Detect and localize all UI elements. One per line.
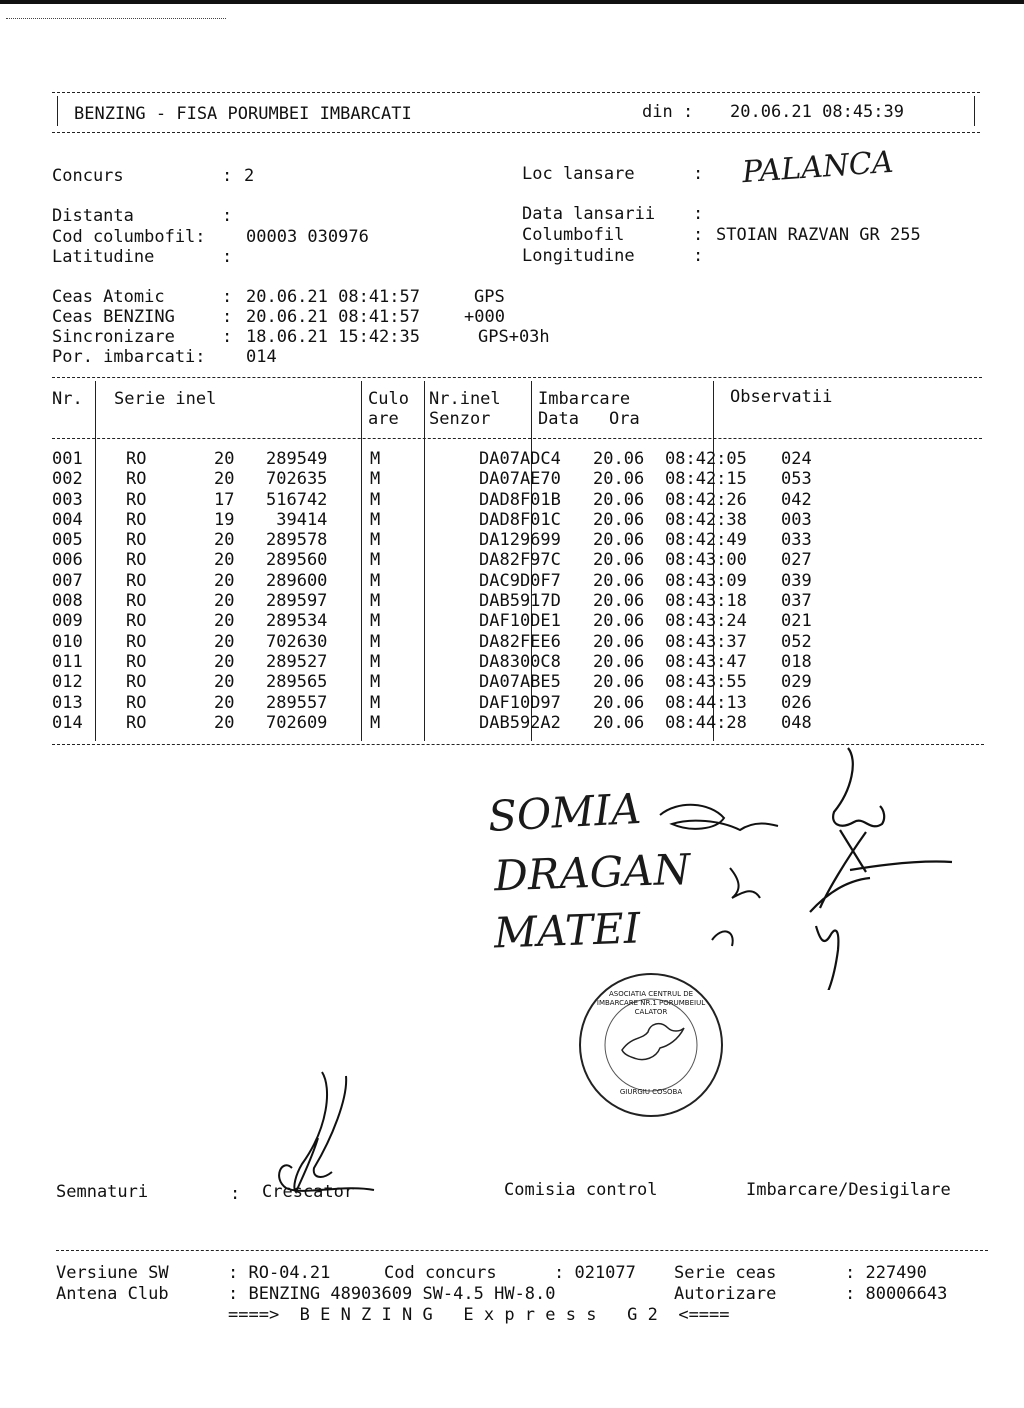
stamp-text-top: ASOCIATIA CENTRUL DE IMBARCARE NR.1 PORUMBEIUL CALATOR	[596, 990, 706, 1016]
latitudine-label: Latitudine	[52, 247, 155, 267]
cell-sex: M	[370, 530, 381, 551]
cell-inel: 289557	[266, 692, 328, 713]
loc-lansare-label: Loc lansare	[522, 164, 635, 184]
cell-culoare	[412, 550, 475, 570]
cell-sex: M	[370, 631, 381, 652]
signature-mark-2	[833, 748, 884, 826]
semnaturi-label: Semnaturi	[56, 1182, 149, 1202]
cell-culoare	[412, 510, 475, 530]
antena-club-value: : BENZING 48903609 SW-4.5 HW-8.0	[228, 1284, 556, 1304]
table-row	[52, 469, 841, 489]
cell-ora: 08:44:28	[665, 712, 747, 733]
cell-senzor: DA82FEE6	[479, 631, 561, 652]
cell-culoare	[412, 632, 475, 652]
cell-nr: 002	[52, 469, 83, 490]
cell-observatii: 052	[781, 631, 812, 652]
cell-tara: RO	[126, 651, 147, 672]
cell-sex: M	[370, 550, 381, 571]
cell-inel: 289549	[266, 449, 328, 469]
scan-top-edge	[0, 0, 1024, 4]
cell-an: 20	[214, 692, 235, 713]
scan-artifact-line	[6, 18, 226, 19]
cell-an: 20	[214, 611, 235, 632]
cell-inel: 702635	[266, 469, 328, 490]
data-lansarii-colon: :	[693, 204, 704, 224]
cell-senzor: DAD8F01C	[479, 509, 561, 530]
comisia-control-label: Comisia control	[504, 1180, 658, 1200]
header-culoare-line2: are	[368, 409, 399, 429]
cell-culoare	[412, 490, 475, 510]
table-top-border	[52, 377, 982, 378]
cell-tara: RO	[126, 489, 147, 510]
print-date: 20.06.21 08:45:39	[730, 102, 904, 122]
imbarcare-desigilare-label: Imbarcare/Desigilare	[746, 1180, 951, 1200]
cell-sex: M	[370, 651, 381, 672]
cell-senzor: DAB592A2	[479, 712, 561, 733]
cell-data: 20.06	[593, 631, 645, 652]
cell-nr: 006	[52, 550, 83, 571]
document-title: BENZING - FISA PORUMBEI IMBARCATI	[74, 104, 412, 124]
signature-mark-3	[810, 830, 952, 912]
cell-data: 20.06	[593, 611, 645, 632]
header-culoare-line1: Culo	[368, 389, 409, 409]
cell-ora: 08:43:09	[665, 570, 747, 591]
signature-mark-4	[730, 868, 760, 898]
cell-an: 20	[214, 449, 235, 469]
sincronizare-colon: :	[222, 327, 233, 347]
cell-ora: 08:42:38	[665, 509, 747, 530]
footer-border	[56, 1250, 988, 1251]
cell-nr: 007	[52, 570, 83, 591]
cell-senzor: DA82F97C	[479, 550, 561, 571]
table-row	[52, 550, 841, 570]
cell-ora: 08:42:05	[665, 449, 747, 469]
cell-an: 17	[214, 489, 235, 510]
header-serie-inel: Serie inel	[114, 389, 217, 409]
cell-observatii: 048	[781, 712, 812, 733]
cell-an: 20	[214, 591, 235, 612]
cell-data: 20.06	[593, 672, 645, 693]
cell-tara: RO	[126, 570, 147, 591]
header-imbarcare: Imbarcare	[538, 389, 631, 409]
cell-inel: 702609	[266, 712, 328, 733]
cell-data: 20.06	[593, 591, 645, 612]
cell-culoare	[412, 713, 475, 733]
cell-inel: 39414	[266, 509, 328, 530]
cell-data: 20.06	[593, 712, 645, 733]
cell-observatii: 027	[781, 550, 812, 571]
cell-senzor: DAC9D0F7	[479, 570, 561, 591]
table-row	[52, 530, 841, 550]
cell-ora: 08:43:18	[665, 591, 747, 612]
concurs-colon: :	[222, 166, 233, 186]
cell-tara: RO	[126, 692, 147, 713]
cell-sex: M	[370, 591, 381, 612]
header-observatii: Observatii	[730, 387, 833, 407]
cell-sex: M	[370, 449, 381, 469]
table-row	[52, 449, 841, 469]
cell-inel: 289600	[266, 570, 328, 591]
cell-ora: 08:43:24	[665, 611, 747, 632]
header-left-border	[57, 96, 58, 126]
cell-an: 20	[214, 570, 235, 591]
cell-sex: M	[370, 692, 381, 713]
signature-mark-5	[816, 926, 838, 990]
table-row	[52, 652, 841, 672]
table-row	[52, 632, 841, 652]
cod-columbofil-value: 00003 030976	[246, 227, 369, 247]
cod-concurs-label: Cod concurs	[384, 1263, 497, 1283]
serie-ceas-value: : 227490	[845, 1263, 927, 1283]
cell-observatii: 053	[781, 469, 812, 490]
cell-sex: M	[370, 570, 381, 591]
header-imbarcare-data: Data	[538, 409, 579, 429]
cell-culoare	[412, 571, 475, 591]
cell-inel: 289560	[266, 550, 328, 571]
stamp-text-bottom: GIURGIU COSOBA	[619, 1088, 683, 1096]
table-row	[52, 693, 841, 713]
cell-ora: 08:42:26	[665, 489, 747, 510]
cell-nr: 005	[52, 530, 83, 551]
signature-mark-1	[660, 805, 778, 830]
cell-data: 20.06	[593, 469, 645, 490]
table-header-border	[52, 438, 982, 439]
cell-tara: RO	[126, 469, 147, 490]
concurs-value: 2	[244, 166, 255, 186]
cell-tara: RO	[126, 449, 147, 469]
longitudine-label: Longitudine	[522, 246, 635, 266]
cell-nr: 011	[52, 651, 83, 672]
handwritten-name-2: DRAGAN	[493, 844, 692, 901]
cell-tara: RO	[126, 550, 147, 571]
cell-observatii: 003	[781, 509, 812, 530]
cod-concurs-value: : 021077	[554, 1263, 636, 1283]
table-row	[52, 490, 841, 510]
cell-an: 20	[214, 672, 235, 693]
cell-inel: 516742	[266, 489, 328, 510]
cell-observatii: 039	[781, 570, 812, 591]
cell-nr: 009	[52, 611, 83, 632]
cell-tara: RO	[126, 530, 147, 551]
ceas-benzing-note: +000	[464, 307, 505, 327]
cell-inel: 289597	[266, 591, 328, 612]
cell-culoare	[412, 693, 475, 713]
loc-lansare-handwritten: PALANCA	[740, 144, 895, 191]
header-nrinel-line1: Nr.inel	[429, 389, 501, 409]
sincronizare-value: 18.06.21 15:42:35	[246, 327, 420, 347]
cell-an: 20	[214, 530, 235, 551]
cell-senzor: DA07ADC4	[479, 449, 561, 469]
serie-ceas-label: Serie ceas	[674, 1263, 777, 1283]
cell-culoare	[412, 449, 475, 469]
cell-tara: RO	[126, 611, 147, 632]
cell-nr: 010	[52, 631, 83, 652]
longitudine-colon: :	[693, 246, 704, 266]
cell-ora: 08:43:00	[665, 550, 747, 571]
sincronizare-label: Sincronizare	[52, 327, 175, 347]
header-top-border	[52, 92, 980, 93]
cell-data: 20.06	[593, 570, 645, 591]
ceas-atomic-colon: :	[222, 287, 233, 307]
porumbei-imbarcati-label: Por. imbarcati:	[52, 347, 206, 367]
cell-ora: 08:42:15	[665, 469, 747, 490]
header-nrinel-line2: Senzor	[429, 409, 491, 429]
cell-senzor: DA07ABE5	[479, 672, 561, 693]
cell-ora: 08:43:55	[665, 672, 747, 693]
semnaturi-colon: :	[230, 1184, 241, 1204]
cell-tara: RO	[126, 631, 147, 652]
cell-culoare	[412, 611, 475, 631]
ceas-benzing-value: 20.06.21 08:41:57	[246, 307, 420, 327]
cell-culoare	[412, 652, 475, 672]
cell-sex: M	[370, 509, 381, 530]
cell-data: 20.06	[593, 489, 645, 510]
cell-senzor: DAD8F01B	[479, 489, 561, 510]
handwritten-signatures	[620, 740, 980, 990]
cell-data: 20.06	[593, 550, 645, 571]
cell-ora: 08:42:49	[665, 530, 747, 551]
cell-tara: RO	[126, 509, 147, 530]
signature-mark-6	[712, 931, 733, 946]
table-row	[52, 510, 841, 530]
cell-nr: 003	[52, 489, 83, 510]
cell-an: 20	[214, 631, 235, 652]
cell-observatii: 029	[781, 672, 812, 693]
cell-inel: 702630	[266, 631, 328, 652]
cell-inel: 289534	[266, 611, 328, 632]
pigeon-table	[52, 449, 841, 733]
cell-ora: 08:43:37	[665, 631, 747, 652]
cell-sex: M	[370, 611, 381, 632]
table-row	[52, 672, 841, 692]
cell-data: 20.06	[593, 449, 645, 469]
autorizare-label: Autorizare	[674, 1284, 777, 1304]
versiune-sw-label: Versiune SW	[56, 1263, 169, 1283]
cell-tara: RO	[126, 591, 147, 612]
table-row	[52, 611, 841, 631]
ceas-atomic-value: 20.06.21 08:41:57	[246, 287, 420, 307]
table-row	[52, 591, 841, 611]
antena-club-label: Antena Club	[56, 1284, 169, 1304]
benzing-express-banner: ====> B E N Z I N G E x p r e s s G 2 <====	[228, 1305, 730, 1325]
columbofil-colon: :	[693, 225, 704, 245]
cod-columbofil-label: Cod columbofil:	[52, 227, 206, 247]
cell-observatii: 021	[781, 611, 812, 632]
cell-inel: 289527	[266, 651, 328, 672]
loc-lansare-colon: :	[693, 164, 704, 184]
cell-data: 20.06	[593, 530, 645, 551]
cell-ora: 08:43:47	[665, 651, 747, 672]
cell-observatii: 026	[781, 692, 812, 713]
cell-observatii: 042	[781, 489, 812, 510]
cell-senzor: DAF10DE1	[479, 611, 561, 632]
cell-observatii: 018	[781, 651, 812, 672]
cell-sex: M	[370, 672, 381, 693]
porumbei-imbarcati-count: 014	[246, 347, 277, 367]
cell-culoare	[412, 469, 475, 489]
latitudine-colon: :	[222, 247, 233, 267]
cell-nr: 008	[52, 591, 83, 612]
autorizare-value: : 80006643	[845, 1284, 948, 1304]
cell-sex: M	[370, 489, 381, 510]
ceas-benzing-label: Ceas BENZING	[52, 307, 175, 327]
cell-tara: RO	[126, 672, 147, 693]
pigeon-table-body	[52, 449, 841, 733]
cell-nr: 014	[52, 712, 83, 733]
crescator-label: Crescator	[262, 1182, 355, 1202]
ceas-atomic-label: Ceas Atomic	[52, 287, 165, 307]
cell-senzor: DAB5917D	[479, 591, 561, 612]
cell-observatii: 033	[781, 530, 812, 551]
cell-nr: 013	[52, 692, 83, 713]
cell-culoare	[412, 530, 475, 550]
columbofil-label: Columbofil	[522, 225, 625, 245]
association-stamp	[576, 970, 726, 1120]
cell-an: 20	[214, 550, 235, 571]
cell-data: 20.06	[593, 692, 645, 713]
cell-data: 20.06	[593, 651, 645, 672]
table-row	[52, 713, 841, 733]
cell-senzor: DA8300C8	[479, 651, 561, 672]
data-lansarii-label: Data lansarii	[522, 204, 656, 224]
header-right-border	[974, 96, 975, 126]
cell-an: 20	[214, 712, 235, 733]
cell-culoare	[412, 672, 475, 692]
date-label: din :	[642, 102, 694, 122]
cell-sex: M	[370, 469, 381, 490]
cell-an: 20	[214, 651, 235, 672]
versiune-sw-value: : RO-04.21	[228, 1263, 331, 1283]
cell-observatii: 024	[781, 449, 812, 469]
cell-nr: 004	[52, 509, 83, 530]
cell-culoare	[412, 591, 475, 611]
cell-tara: RO	[126, 712, 147, 733]
cell-nr: 001	[52, 449, 83, 469]
header-bottom-border	[52, 132, 980, 133]
ceas-atomic-note: GPS	[474, 287, 505, 307]
cell-sex: M	[370, 712, 381, 733]
table-row	[52, 571, 841, 591]
stamp-dove-icon	[622, 1024, 684, 1060]
cell-senzor: DAF10D97	[479, 692, 561, 713]
cell-observatii: 037	[781, 591, 812, 612]
concurs-label: Concurs	[52, 166, 124, 186]
columbofil-name: STOIAN RAZVAN GR 255	[716, 225, 921, 245]
handwritten-name-3: MATEI	[493, 903, 642, 958]
cell-senzor: DA07AE70	[479, 469, 561, 490]
cell-ora: 08:44:13	[665, 692, 747, 713]
cell-inel: 289565	[266, 672, 328, 693]
cell-an: 19	[214, 509, 235, 530]
cell-inel: 289578	[266, 530, 328, 551]
cell-nr: 012	[52, 672, 83, 693]
distanta-label: Distanta	[52, 206, 134, 226]
cell-senzor: DA129699	[479, 530, 561, 551]
cell-data: 20.06	[593, 509, 645, 530]
header-imbarcare-ora: Ora	[609, 409, 640, 429]
header-nr: Nr.	[52, 389, 83, 409]
cell-an: 20	[214, 469, 235, 490]
distanta-colon: :	[222, 206, 233, 226]
handwritten-name-1: SOMIA	[486, 784, 643, 841]
sincronizare-note: GPS+03h	[478, 327, 550, 347]
ceas-benzing-colon: :	[222, 307, 233, 327]
